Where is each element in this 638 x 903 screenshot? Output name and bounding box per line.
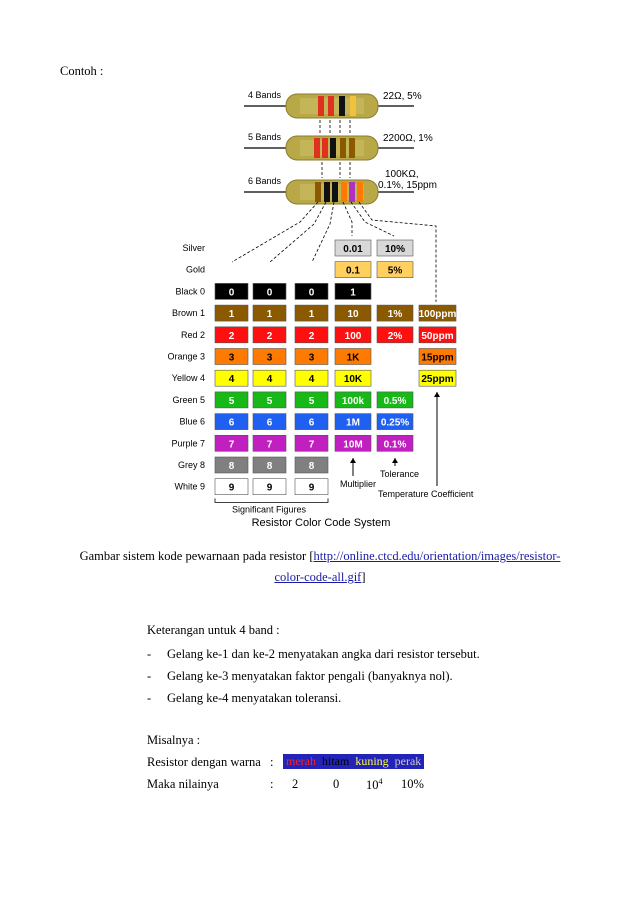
- figure-title: Resistor Color Code System: [251, 517, 391, 529]
- color-cell-value: 100ppm: [418, 309, 457, 321]
- row-color-name: Orange 3: [167, 351, 205, 362]
- row-color-name: Silver: [182, 243, 205, 253]
- color-cell-value: 10M: [343, 439, 363, 451]
- resistor-band: [318, 96, 324, 116]
- color-chip-2: kuning: [352, 754, 391, 769]
- tolerance-label: Tolerance: [380, 469, 420, 479]
- leader-line: [343, 202, 352, 236]
- color-cell-value: 9: [308, 482, 315, 494]
- color-cell-value: 5: [266, 395, 273, 407]
- color-cell-value: 4: [266, 374, 273, 386]
- color-cell-value: 2: [228, 330, 235, 342]
- resistor-band: [330, 138, 336, 158]
- row-color-name: Yellow 4: [171, 373, 205, 384]
- color-cell-value: 3: [266, 352, 273, 364]
- resistor-band: [341, 182, 347, 202]
- example-colors-label: Resistor dengan warna: [147, 755, 261, 769]
- example-value-sep: :: [270, 777, 274, 791]
- resistor-value-label: 100KΩ,: [385, 169, 419, 180]
- example-colors-sep: :: [270, 755, 274, 769]
- color-cell-value: 9: [228, 482, 235, 494]
- resistor-value-label: 0.1%, 15ppm: [378, 180, 437, 191]
- color-cell-value: 1: [308, 309, 315, 321]
- color-cell-value: 0.5%: [383, 395, 407, 407]
- color-cell-value: 0: [308, 287, 315, 299]
- significant-figures-label: Significant Figures: [232, 504, 307, 515]
- resistor-type-label: 6 Bands: [248, 176, 282, 186]
- color-cell-value: 0.1: [346, 265, 360, 277]
- color-cell-value: 4: [308, 374, 315, 386]
- resistor-band: [350, 96, 356, 116]
- resistor-band: [315, 182, 321, 202]
- resistor-type-label: 5 Bands: [248, 132, 282, 142]
- color-cell-value: 8: [228, 461, 235, 472]
- multiplier-arrow-head: [350, 458, 356, 463]
- color-chip-0: merah: [283, 754, 319, 769]
- color-cell-value: 0: [228, 287, 235, 299]
- row-color-name: Grey 8: [177, 460, 205, 470]
- figure-caption: [60, 546, 580, 588]
- color-cell-value: 6: [308, 417, 315, 429]
- color-cell-value: 4: [228, 374, 235, 386]
- example-color-chips: [283, 754, 424, 769]
- list-item: - Gelang ke-3 menyatakan faktor pengali (banyaknya nol).: [147, 669, 453, 683]
- example-value-2: $10^4$: [366, 777, 383, 793]
- row-color-name: Black 0: [175, 286, 205, 297]
- resistor-band: [322, 138, 328, 158]
- leader-line: [312, 202, 334, 262]
- color-cell-value: 100k: [341, 395, 365, 407]
- color-cell-value: 5: [228, 395, 235, 407]
- color-cell-value: 10K: [343, 374, 363, 386]
- example-heading: Misalnya :: [147, 733, 201, 747]
- resistor-band: [357, 182, 363, 202]
- color-cell-value: 5%: [387, 265, 403, 277]
- color-cell-value: 100: [344, 330, 362, 342]
- color-cell-value: 6: [266, 417, 273, 429]
- caption-link[interactable]: http://online.ctcd.edu/orientation/images/resistor- color-code-all.gif: [274, 549, 561, 584]
- resistor-band: [349, 138, 355, 158]
- list-item: - Gelang ke-1 dan ke-2 menyatakan angka dari resistor tersebut.: [147, 647, 480, 661]
- color-cell-value: 15ppm: [421, 352, 454, 364]
- resistor-band: [340, 138, 346, 158]
- color-cell-value: 0.1%: [383, 439, 407, 451]
- resistor-band: [332, 182, 338, 202]
- list-item: - Gelang ke-4 menyatakan toleransi.: [147, 691, 342, 705]
- caption-prefix: Gambar sistem kode pewarnaan pada resistor [: [79, 549, 314, 563]
- row-color-name: White 9: [174, 481, 205, 492]
- resistor-band: [349, 182, 355, 202]
- color-cell-value: 2: [308, 330, 315, 342]
- caption-suffix: ]: [361, 570, 366, 584]
- row-color-name: Brown 1: [171, 308, 205, 319]
- color-cell-value: 2%: [387, 330, 403, 342]
- example-exponent: 4: [378, 777, 383, 786]
- color-cell-value: 1: [228, 309, 235, 321]
- color-cell-value: 50ppm: [421, 330, 454, 342]
- color-cell-value: 2: [266, 330, 273, 342]
- color-cell-value: 7: [308, 439, 315, 451]
- color-cell-value: 7: [266, 439, 273, 451]
- leader-line: [351, 202, 394, 236]
- resistor-band: [328, 96, 334, 116]
- keterangan-heading: Keterangan untuk 4 band :: [147, 623, 280, 637]
- color-cell-value: 1: [350, 287, 356, 299]
- row-color-name: Red 2: [180, 329, 205, 340]
- color-cell-value: 1M: [346, 417, 360, 429]
- example-value-0: 2: [292, 777, 299, 791]
- example-value-label: Maka nilainya: [147, 777, 219, 791]
- resistor-value-label: 22Ω, 5%: [383, 91, 422, 102]
- tolerance-arrow-head: [392, 458, 398, 463]
- resistor-type-label: 4 Bands: [248, 90, 282, 100]
- temp-coeff-label: Temperature Coefficient: [378, 489, 474, 499]
- color-cell-value: 9: [266, 482, 273, 494]
- temp-coeff-arrow-head: [434, 392, 440, 397]
- color-cell-value: 1: [266, 309, 273, 321]
- multiplier-label: Multiplier: [340, 479, 377, 489]
- row-color-name: Purple 7: [171, 438, 205, 449]
- intro-text: Contoh :: [60, 64, 104, 78]
- example-value-1: 0: [333, 777, 340, 791]
- resistor-band: [324, 182, 330, 202]
- color-cell-value: 0.25%: [380, 417, 410, 429]
- row-color-name: Gold: [185, 264, 205, 275]
- leader-line: [270, 202, 326, 262]
- color-cell-value: 10: [347, 309, 359, 321]
- color-cell-value: 8: [308, 461, 315, 472]
- color-cell-value: 1%: [387, 309, 403, 321]
- color-cell-value: 7: [228, 439, 235, 451]
- color-cell-value: 3: [308, 352, 315, 364]
- color-cell-value: 6: [228, 417, 235, 429]
- color-cell-value: 0: [266, 287, 273, 299]
- color-chip-1: hitam: [319, 754, 352, 769]
- color-cell-value: 1K: [346, 352, 360, 364]
- color-cell-value: 0.01: [343, 244, 363, 255]
- significant-bracket: [215, 498, 328, 502]
- color-cell-value: 8: [266, 461, 273, 472]
- color-cell-value: 25ppm: [421, 374, 454, 386]
- resistor-value-label: 2200Ω, 1%: [383, 133, 433, 144]
- resistor-band: [314, 138, 320, 158]
- row-color-name: Blue 6: [179, 416, 205, 427]
- row-color-name: Green 5: [172, 394, 205, 405]
- color-chip-3: perak: [392, 754, 425, 769]
- color-cell-value: 10%: [384, 244, 406, 255]
- color-cell-value: 3: [228, 352, 235, 364]
- example-value-3: 10%: [401, 777, 424, 791]
- color-cell-value: 5: [308, 395, 315, 407]
- resistor-band: [339, 96, 345, 116]
